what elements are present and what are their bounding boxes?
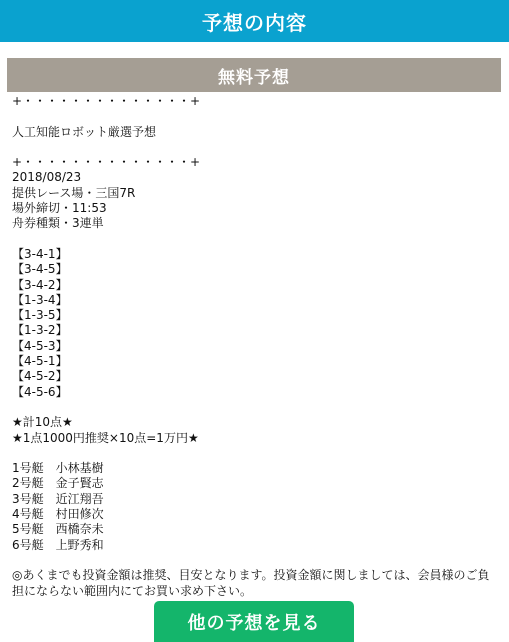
- combination-item: 【1-3-2】: [12, 323, 68, 338]
- combination-item: 【4-5-3】: [12, 338, 68, 353]
- combination-item: 【4-5-2】: [12, 369, 68, 384]
- section-header: [7, 58, 501, 92]
- spacer: [12, 446, 500, 461]
- combination-item: 【4-5-1】: [12, 354, 68, 369]
- separator-bottom: +・・・・・・・・・・・・・・+: [12, 155, 201, 170]
- racer-item: 4号艇 村田修次: [12, 507, 104, 522]
- racer-item: 5号艇 西橋奈未: [12, 522, 104, 537]
- racer-item: 3号艇 近江翔吾: [12, 491, 104, 506]
- spacer: [12, 400, 500, 415]
- combination-item: 【1-3-5】: [12, 308, 68, 323]
- spacer: [12, 553, 500, 568]
- combination-item: 【3-4-5】: [12, 262, 68, 277]
- other-predictions-label: 他の予想を見る: [187, 612, 321, 634]
- bet-recommendation: ★1点1000円推奨×10点=1万円★: [12, 430, 199, 445]
- combination-item: 【1-3-4】: [12, 292, 68, 307]
- racer-item: 6号艇 上野秀和: [12, 537, 104, 552]
- spacer: [12, 232, 500, 247]
- race-date: 2018/08/23: [12, 170, 82, 185]
- prediction-name: 人工知能ロボット厳選予想: [12, 124, 157, 139]
- combination-item: 【3-4-2】: [12, 277, 68, 292]
- page-title: 予想の内容: [202, 10, 307, 35]
- spacer: [12, 140, 500, 155]
- total-points: ★計10点★: [12, 415, 73, 430]
- spacer: [12, 109, 500, 124]
- race-deadline: 場外締切・11:53: [12, 201, 107, 216]
- prediction-content: [12, 94, 500, 599]
- other-predictions-button[interactable]: [154, 601, 354, 642]
- combination-item: 【3-4-1】: [12, 246, 68, 261]
- race-venue: 提供レース場・三国7R: [12, 185, 136, 200]
- ticket-type: 舟券種類・3連単: [12, 216, 104, 231]
- racer-item: 1号艇 小林基樹: [12, 461, 104, 476]
- separator-top: +・・・・・・・・・・・・・・+: [12, 94, 201, 108]
- combination-item: 【4-5-6】: [12, 384, 68, 399]
- racer-item: 2号艇 金子賢志: [12, 476, 104, 491]
- page-header: [0, 0, 509, 42]
- section-title: 無料予想: [218, 67, 290, 88]
- disclaimer-text: ◎あくまでも投資金額は推奨、目安となります。投資金額に関しましては、会員様のご負担にならない範囲内にてお買い求め下さい。: [12, 568, 490, 598]
